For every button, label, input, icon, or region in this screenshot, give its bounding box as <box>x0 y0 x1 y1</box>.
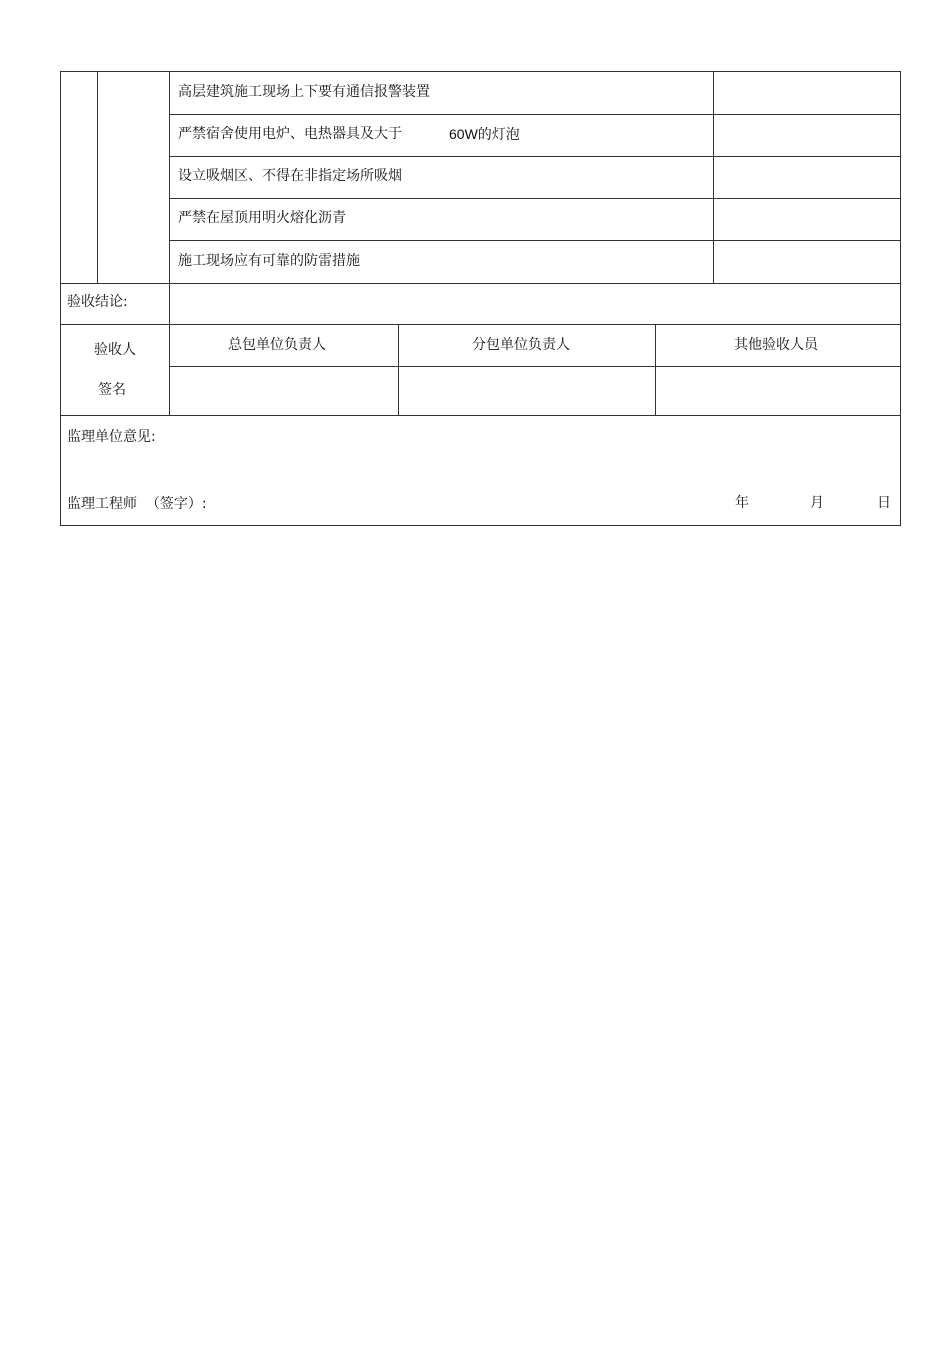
signature-column-header: 总包单位负责人 <box>228 337 326 353</box>
checklist-item-result[interactable] <box>722 125 892 143</box>
signature-field[interactable] <box>178 382 390 400</box>
row-divider <box>169 156 901 157</box>
supervisor-opinion-label: 监理单位意见: <box>67 429 156 445</box>
signature-row-label: 签名 <box>98 382 126 398</box>
checklist-item-text: 施工现场应有可靠的防雷措施 <box>178 253 360 269</box>
conclusion-field[interactable] <box>178 293 892 311</box>
signature-field[interactable] <box>664 382 892 400</box>
table-border-left <box>60 71 61 526</box>
table-border-right <box>900 71 901 526</box>
row-divider <box>169 366 901 367</box>
row-divider <box>60 324 901 325</box>
signature-column-header: 分包单位负责人 <box>472 337 570 353</box>
checklist-item-text: 设立吸烟区、不得在非指定场所吸烟 <box>178 168 402 184</box>
signature-field[interactable] <box>407 382 647 400</box>
checklist-item-result[interactable] <box>722 252 892 270</box>
signature-column-header: 其他验收人员 <box>734 337 818 353</box>
table-border-top <box>60 71 901 72</box>
row-divider <box>60 415 901 416</box>
date-year-label: 年 <box>735 495 749 511</box>
checklist-item-text-suffix: 60W的灯泡 <box>449 126 520 142</box>
date-month-label: 月 <box>810 495 824 511</box>
column-divider <box>169 71 170 416</box>
checklist-item-text: 严禁宿舍使用电炉、电热器具及大于 <box>178 126 402 142</box>
checklist-item-text: 高层建筑施工现场上下要有通信报警装置 <box>178 84 430 100</box>
row-divider <box>169 198 901 199</box>
table-border-bottom <box>60 525 901 526</box>
row-divider <box>60 283 901 284</box>
conclusion-label: 验收结论: <box>67 294 128 310</box>
supervisor-engineer-label: 监理工程师 （签字）: <box>67 496 207 512</box>
row-divider <box>169 114 901 115</box>
column-divider <box>713 71 714 283</box>
checklist-item-result[interactable] <box>722 83 892 101</box>
checklist-item-text: 严禁在屋顶用明火熔化沥青 <box>178 210 346 226</box>
row-divider <box>169 240 901 241</box>
date-day-label: 日 <box>877 495 891 511</box>
checklist-item-result[interactable] <box>722 167 892 185</box>
signature-row-label: 验收人 <box>94 342 136 358</box>
column-divider <box>97 71 98 283</box>
checklist-item-result[interactable] <box>722 209 892 227</box>
